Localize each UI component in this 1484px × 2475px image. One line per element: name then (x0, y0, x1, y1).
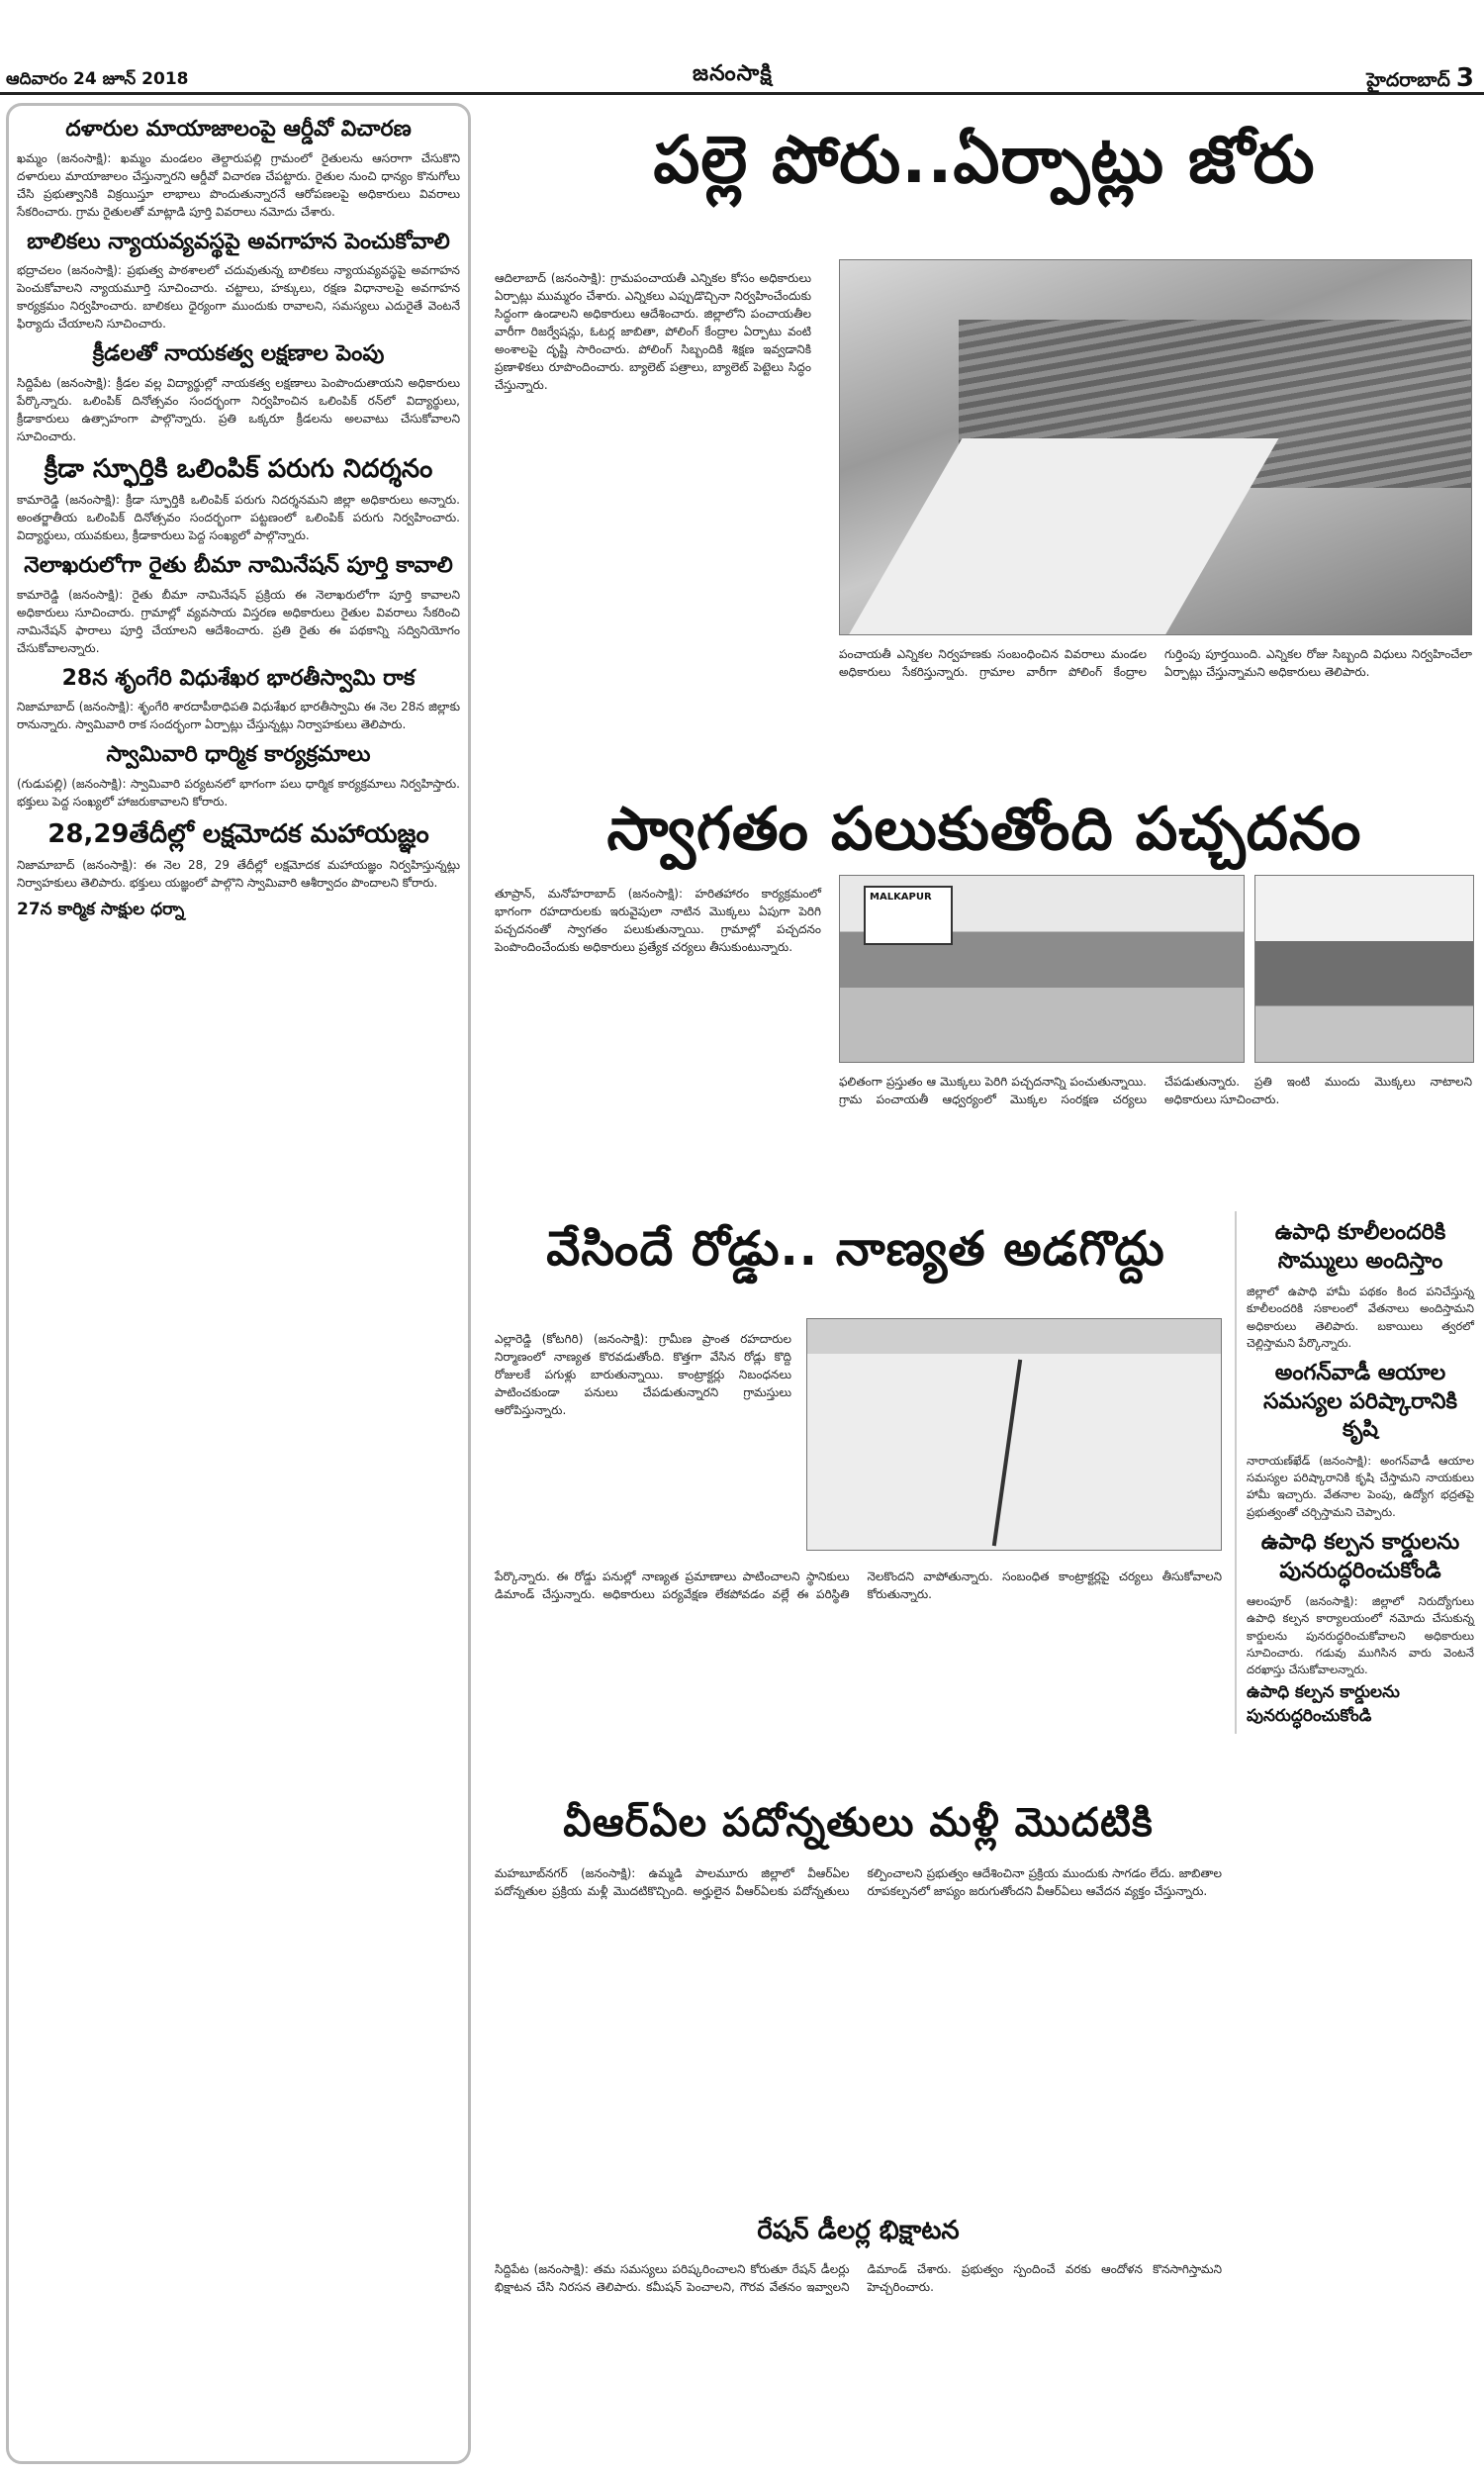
sidebar-article (17, 453, 460, 545)
sidebar-article-body: నిజామాబాద్ (జనంసాక్షి): శృంగేరి శారదాపీఠాధిపతి విధుశేఖర భారతీస్వామి ఈ నెల 28న జిల్లాకు రానున్నారు. స్వామివారి రాక సందర్భంగా ఏర్పాట్లు చేస్తున్నట్లు నిర్వాహకులు తెలిపారు. (17, 700, 460, 731)
tree-lined-road-photo (1254, 875, 1474, 1063)
road-crack-shape (992, 1360, 1022, 1547)
sidebar-article (17, 552, 460, 657)
road-quality-body: ఎల్లారెడ్డి (కోటగిరి) (జనంసాక్షి): గ్రామీణ ప్రాంత రహదారుల నిర్మాణంలో నాణ్యత కొరవడుతోంది. కొత్తగా వేసిన రోడ్లు కొద్ది రోజులకే పగుళ్లు బారుతున్నాయి. కాంట్రాక్టర్లు నిబంధనలు పాటించకుండా పనులు చేపడుతున్నారని గ్రామస్తులు ఆరోపిస్తున్నారు. (495, 1332, 791, 1417)
vra-promotion-headline[interactable]: వీఆర్ఏల పదోన్నతులు మళ్లీ మొదటికి (563, 1800, 1154, 1846)
page-header (0, 0, 1484, 95)
greenery-headline[interactable]: స్వాగతం పలుకుతోంది పచ్చదనం (606, 795, 1362, 864)
road-quality-headline[interactable]: వేసిందే రోడ్డు.. నాణ్యత అడగొద్దు (546, 1221, 1165, 1277)
vra-promotion-body: మహబూబ్‌నగర్ (జనంసాక్షి): ఉమ్మడి పాలమూరు జిల్లాలో వీఆర్ఏల పదోన్నతుల ప్రక్రియ మళ్లీ మొదటికొచ్చింది. అర్హులైన వీఆర్ఏలకు పదోన్నతులు కల్పించాలని ప్రభుత్వం ఆదేశించినా ప్రక్రియ ముందుకు సాగడం లేదు. జాబితాల రూపకల్పనలో జాప్యం జరుగుతోందని వీఆర్ఏలు ఆవేదన వ్యక్తం చేస్తున్నారు. (495, 1866, 1222, 1898)
sidebar-article-title[interactable]: క్రీడా స్ఫూర్తికి ఒలింపిక్ పరుగు నిదర్శనం (44, 453, 433, 484)
sidebar-article-title[interactable]: క్రీడలతో నాయకత్వ లక్షణాల పెంపు (92, 341, 385, 366)
greenery-story-body: తూప్రాన్, మనోహరాబాద్ (జనంసాక్షి): హరితహారం కార్యక్రమంలో భాగంగా రహదారులకు ఇరువైపులా నాటిన మొక్కలు ఏపుగా పెరిగి పచ్చదనంతో స్వాగతం పలుకుతున్నాయి. గ్రామాల్లో పచ్చదనం పెంపొందించేందుకు అధికారులు ప్రత్యేక చర్యలు తీసుకుంటున్నారు. (495, 887, 821, 954)
cracked-road-photo (806, 1318, 1222, 1551)
right-article-body: జిల్లాలో ఉపాధి హామీ పథకం కింద పనిచేస్తున్న కూలీలందరికి సకాలంలో వేతనాలు అందిస్తామని అధికారులు తెలిపారు. బకాయిలు త్వరలో చెల్లిస్తామని పేర్కొన్నారు. (1247, 1285, 1474, 1350)
greenery-story-continuation: ఫలితంగా ప్రస్తుతం ఆ మొక్కలు పెరిగి పచ్చదనాన్ని పంచుతున్నాయి. గ్రామ పంచాయతీ ఆధ్వర్యంలో మొక్కల సంరక్షణ చర్యలు చేపడుతున్నారు. ప్రతి ఇంటి ముందు మొక్కలు నాటాలని అధికారులు సూచించారు. (839, 1075, 1472, 1106)
sidebar-article-body: సిద్దిపేట (జనంసాక్షి): క్రీడల వల్ల విద్యార్థుల్లో నాయకత్వ లక్షణాలు పెంపొందుతాయని అధికారులు పేర్కొన్నారు. ఒలింపిక్ దినోత్సవం సందర్భంగా నిర్వహించిన ఒలింపిక్ రన్‌లో విద్యార్థులు, క్రీడాకారులు ఉత్సాహంగా పాల్గొన్నారు. ప్రతి ఒక్కరూ క్రీడలను అలవాటు చేసుకోవాలని సూచించారు. (17, 375, 460, 443)
lead-headline[interactable]: పల్లె పోరు..ఏర్పాట్లు జోరు (653, 122, 1316, 198)
sidebar-article-title[interactable]: స్వామివారి ధార్మిక కార్యక్రమాలు (106, 742, 371, 767)
sidebar-article-body: నిజామాబాద్ (జనంసాక్షి): ఈ నెల 28, 29 తేదీల్లో లక్షమోదక మహాయజ్ఞం నిర్వహిస్తున్నట్లు నిర్వాహకులు తెలిపారు. భక్తులు యజ్ఞంలో పాల్గొని స్వామివారి ఆశీర్వాదం పొందాలని కోరారు. (17, 858, 460, 890)
sidebar-article (17, 116, 460, 221)
sidebar-article (17, 818, 460, 893)
right-article-title[interactable]: ఉపాధి కల్పన కార్డులను పునరుద్ధరించుకోండి (1260, 1529, 1460, 1583)
issue-date: ఆదివారం 24 జూన్ 2018 (6, 69, 189, 89)
sidebar-note-text: 27న కార్మిక సాక్షుల ధర్నా (17, 900, 185, 919)
edition-city-label: హైదరాబాద్ (1366, 69, 1450, 91)
sidebar-article (17, 340, 460, 445)
ration-dealers-body: సిద్దిపేట (జనంసాక్షి): తమ సమస్యలు పరిష్కరించాలని కోరుతూ రేషన్ డీలర్లు భిక్షాటన చేసి నిరసన తెలిపారు. కమీషన్ పెంచాలని, గౌరవ వేతనం ఇవ్వాలని డిమాండ్ చేశారు. ప్రభుత్వం స్పందించే వరకు ఆందోళన కొనసాగిస్తామని హెచ్చరించారు. (495, 2262, 1222, 2294)
page-number: 3 (1455, 63, 1474, 93)
right-article-title[interactable]: అంగన్‌వాడీ ఆయాల సమస్యల పరిష్కారానికి కృషి (1263, 1361, 1457, 1443)
ration-dealers-headline[interactable]: రేషన్ డీలర్ల భిక్షాటన (757, 2216, 960, 2245)
right-article-body: ఆలంపూర్ (జనంసాక్షి): జిల్లాలో నిరుద్యోగులు ఉపాధి కల్పన కార్యాలయంలో నమోదు చేసుకున్న కార్డులను పునరుద్ధరించుకోవాలని అధికారులు సూచించారు. గడువు ముగిసిన వారు వెంటనే దరఖాస్తు చేసుకోవాలన్నారు. (1247, 1594, 1474, 1677)
right-subhead[interactable]: ఉపాధి కల్పన కార్డులను పునరుద్ధరించుకోండి (1247, 1682, 1400, 1727)
sidebar-news-column (6, 103, 471, 2464)
sidebar-article (17, 229, 460, 333)
main-news-area (485, 103, 1478, 2464)
sidebar-article-body: కామారెడ్డి (జనంసాక్షి): రైతు బీమా నామినేషన్ ప్రక్రియ ఈ నెలాఖరులోగా పూర్తి కావాలని అధికారులు సూచించారు. గ్రామాల్లో వ్యవసాయ విస్తరణ అధికారులు రైతుల వివరాలు సేకరించి నామినేషన్ ఫారాలు పూర్తి చేయాలని ఆదేశించారు. ప్రతి రైతు ఈ పథకాన్ని సద్వినియోగం చేసుకోవాలన్నారు. (17, 587, 460, 655)
sidebar-note (17, 900, 460, 923)
road-quality-continuation: పేర్కొన్నారు. ఈ రోడ్డు పనుల్లో నాణ్యత ప్రమాణాలు పాటించాలని స్థానికులు డిమాండ్ చేస్తున్నారు. అధికారులు పర్యవేక్షణ లేకపోవడం వల్లే ఈ పరిస్థితి నెలకొందని వాపోతున్నారు. సంబంధిత కాంట్రాక్టర్లపై చర్యలు తీసుకోవాలని కోరుతున్నారు. (495, 1570, 1222, 1601)
village-signboard: MALKAPUR (864, 886, 953, 945)
sidebar-article-title[interactable]: బాలికలు న్యాయవ్యవస్థపై అవగాహన పెంచుకోవాలి (27, 229, 450, 254)
sidebar-article-title[interactable]: 28న శృంగేరి విధుశేఖర భారతీస్వామి రాక (61, 665, 416, 691)
sidebar-article-body: కామారెడ్డి (జనంసాక్షి): క్రీడా స్ఫూర్తికి ఒలింపిక్ పరుగు నిదర్శనమని జిల్లా అధికారులు అన్నారు. అంతర్జాతీయ ఒలింపిక్ దినోత్సవం సందర్భంగా పట్టణంలో ఒలింపిక్ పరుగు నిర్వహించారు. విద్యార్థులు, యువకులు, క్రీడాకారులు పెద్ద సంఖ్యలో పాల్గొన్నారు. (17, 493, 460, 542)
masthead: జనంసాక్షి (693, 61, 773, 86)
sidebar-article-title[interactable]: దళారుల మాయాజాలంపై ఆర్డీవో విచారణ (65, 117, 412, 142)
sidebar-article (17, 665, 460, 734)
sidebar-article (17, 741, 460, 810)
sidebar-article-title[interactable]: నెలాఖరులోగా రైతు బీమా నామినేషన్ పూర్తి కావాలి (24, 553, 453, 578)
village-houses-photo (839, 259, 1472, 635)
right-article-body: నారాయణ్‌ఖేడ్ (జనంసాక్షి): అంగన్‌వాడీ ఆయాల సమస్యల పరిష్కారానికి కృషి చేస్తామని నాయకులు హామీ ఇచ్చారు. వేతనాల పెంపు, ఉద్యోగ భద్రతపై ప్రభుత్వంతో చర్చిస్తామని చెప్పారు. (1247, 1453, 1474, 1519)
right-article-title[interactable]: ఉపాధి కూలీలందరికి సొమ్ములు అందిస్తాం (1274, 1220, 1446, 1274)
sidebar-article-body: భద్రాచలం (జనంసాక్షి): ప్రభుత్వ పాఠశాలలో చదువుతున్న బాలికలు న్యాయవ్యవస్థపై అవగాహన పెంచుకోవాలని న్యాయమూర్తి సూచించారు. చట్టాలు, హక్కులు, రక్షణ విధానాలపై అవగాహన కార్యక్రమం నిర్వహించారు. బాలికలు ధైర్యంగా ముందుకు రావాలని, సమస్యలు ఎదురైతే వెంటనే ఫిర్యాదు చేయాలని సూచించారు. (17, 263, 460, 331)
edition-city (1366, 63, 1474, 96)
right-news-column (1235, 1211, 1474, 1734)
lead-story-body: ఆదిలాబాద్ (జనంసాక్షి): గ్రామపంచాయతీ ఎన్నికల కోసం అధికారులు ఏర్పాట్లు ముమ్మరం చేశారు. ఎన్నికలు ఎప్పుడొచ్చినా నిర్వహించేందుకు సిద్ధంగా ఉండాలని అధికారులు ఆదేశించారు. జిల్లాలోని పంచాయతీల వారీగా రిజర్వేషన్లు, ఓటర్ల జాబితా, పోలింగ్ కేంద్రాల ఏర్పాటు వంటి అంశాలపై దృష్టి సారించారు. పోలింగ్ సిబ్బందికి శిక్షణ ఇవ్వడానికి ప్రణాళికలు రూపొందించారు. బ్యాలెట్ పత్రాలు, బ్యాలెట్ పెట్టెలు సిద్ధం చేస్తున్నారు. (495, 271, 811, 392)
roadside-plants-photo (839, 875, 1245, 1063)
sidebar-article-title[interactable]: 28,29తేదీల్లో లక్షమోదక మహాయజ్ఞం (47, 818, 429, 849)
sidebar-article-body: ఖమ్మం (జనంసాక్షి): ఖమ్మం మండలం తెల్దారుపల్లి గ్రామంలో రైతులను ఆసరాగా చేసుకొని దళారులు మాయాజాలం చేస్తున్నారని ఆర్డీవో విచారణ చేపట్టారు. రైతుల నుంచి ధాన్యం కొనుగోలు చేసి ప్రభుత్వానికి విక్రయిస్తూ లాభాలు పొందుతున్నారనే ఆరోపణలపై అధికారులు వివరాలు సేకరించారు. గ్రామ రైతులతో మాట్లాడి పూర్తి వివరాలు నమోదు చేశారు. (17, 150, 460, 219)
village-lane-shape (839, 438, 1279, 635)
sidebar-article-body: (గుడుపల్లి) (జనంసాక్షి): స్వామివారి పర్యటనలో భాగంగా పలు ధార్మిక కార్యక్రమాలు నిర్వహిస్తారు. భక్తులు పెద్ద సంఖ్యలో హాజరుకావాలని కోరారు. (17, 776, 460, 809)
lead-story-continuation: పంచాయతీ ఎన్నికల నిర్వహణకు సంబంధించిన వివరాలు మండల అధికారులు సేకరిస్తున్నారు. గ్రామాల వారీగా పోలింగ్ కేంద్రాల గుర్తింపు పూర్తయింది. ఎన్నికల రోజు సిబ్బంది విధులు నిర్వహించేలా ఏర్పాట్లు చేస్తున్నామని అధికారులు తెలిపారు. (839, 647, 1472, 679)
